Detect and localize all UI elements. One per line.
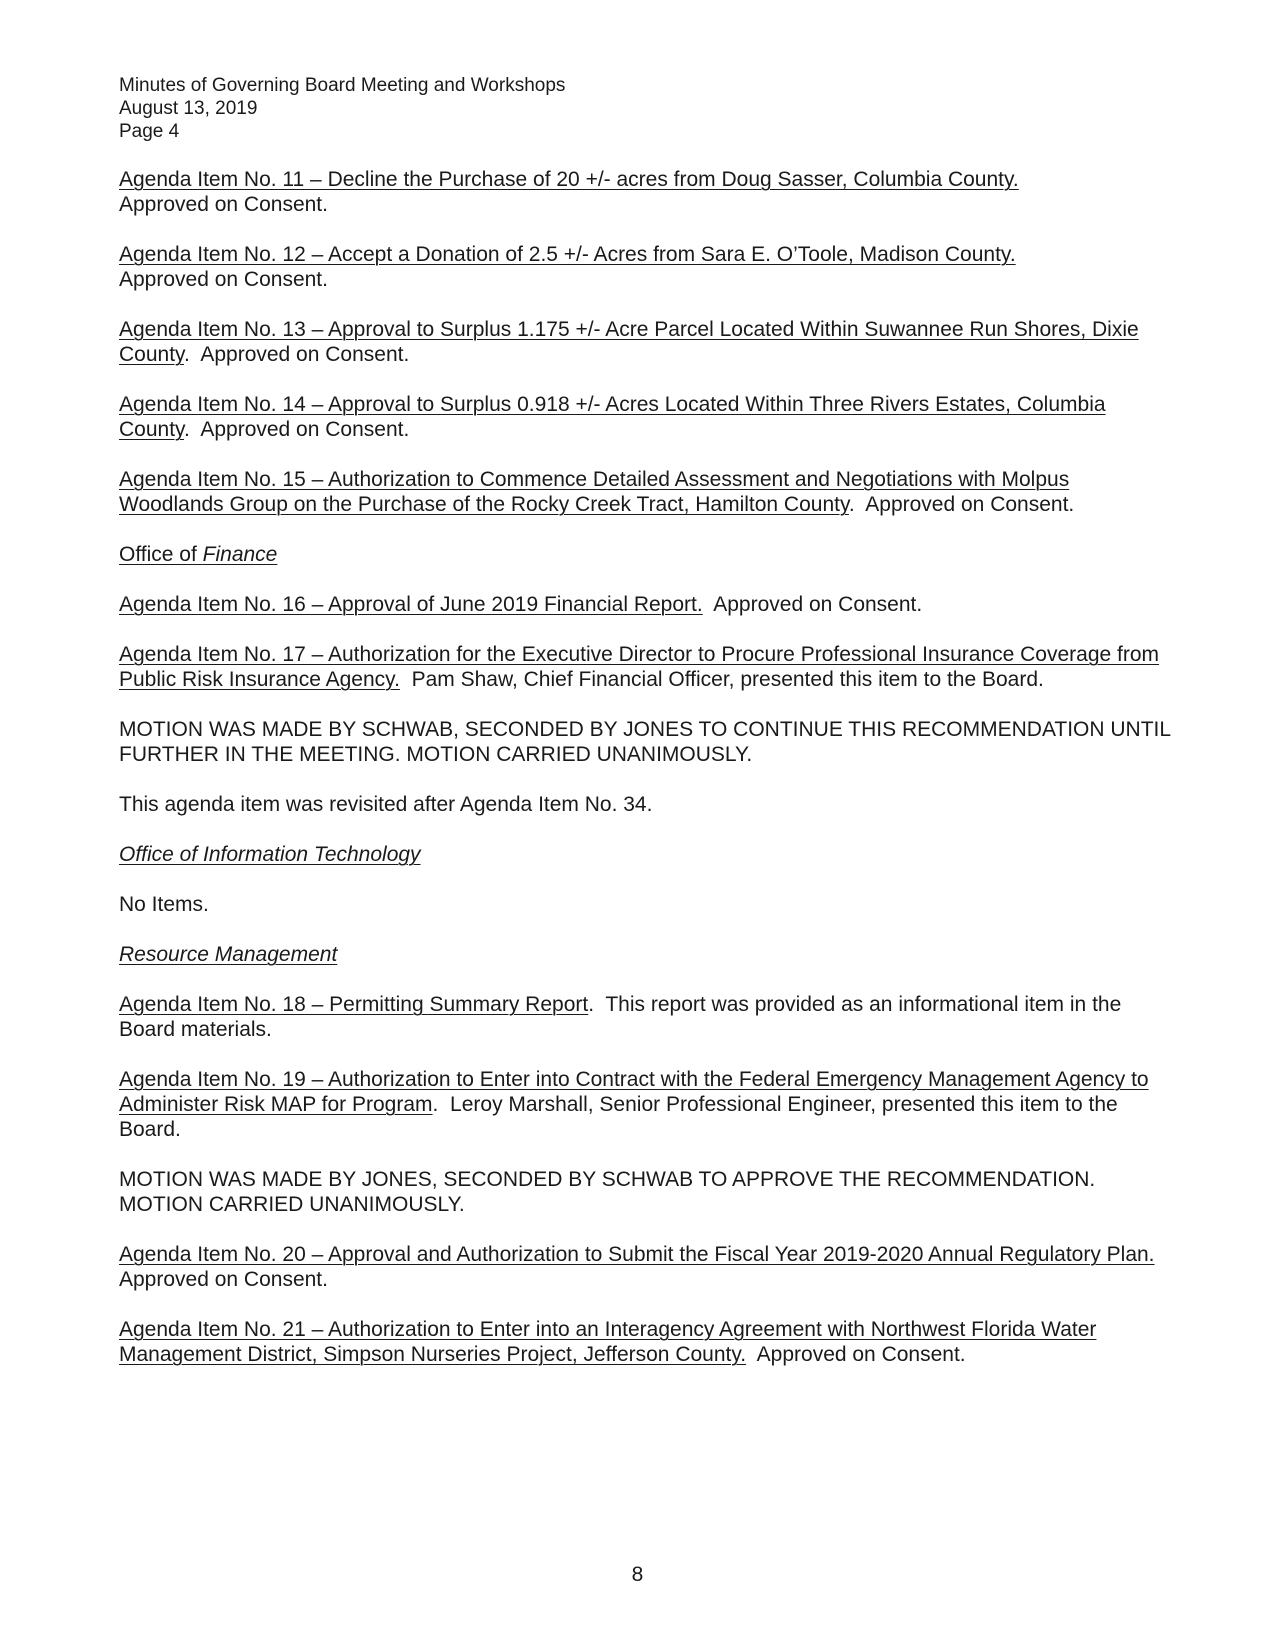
agenda-item-15-result: . Approved on Consent.: [848, 493, 1075, 516]
agenda-item-14-result: . Approved on Consent.: [183, 418, 410, 441]
agenda-item-13-result: . Approved on Consent.: [183, 343, 410, 366]
agenda-item-18: [119, 992, 1179, 1042]
agenda-item-20-result: Approved on Consent.: [119, 1243, 1166, 1291]
agenda-item-13: [119, 317, 1179, 367]
agenda-item-11: [119, 167, 1179, 217]
section-heading-it: [119, 842, 1179, 867]
agenda-item-12-title: Agenda Item No. 12 – Accept a Donation of 2.5 +/- Acres from Sara E. O’Toole, Madison County.: [119, 243, 1016, 266]
header-title: Minutes of Governing Board Meeting and Workshops: [119, 75, 566, 96]
agenda-item-17: [119, 642, 1179, 692]
document-header: [119, 74, 1179, 143]
agenda-item-19-title: Agenda Item No. 19 – Authorization to Enter into Contract with the Federal Emergency Management Agency to Administer Risk MAP for Program: [119, 1068, 1149, 1116]
agenda-item-11-title: Agenda Item No. 11 – Decline the Purchase of 20 +/- acres from Doug Sasser, Columbia County.: [119, 168, 1019, 191]
agenda-item-13-title: Agenda Item No. 13 – Approval to Surplus 1.175 +/- Acre Parcel Located Within Suwannee Run Shores, Dixie County: [119, 318, 1139, 366]
page-number: 8: [631, 1563, 644, 1586]
agenda-item-14: [119, 392, 1179, 442]
finance-heading-italic: Finance: [202, 543, 278, 566]
agenda-item-17-title: Agenda Item No. 17 – Authorization for the Executive Director to Procure Professional Insurance Coverage from Public Risk Insurance Agency.: [119, 643, 1160, 691]
section-heading-it-text: Office of Information Technology: [119, 843, 421, 866]
agenda-item-19-result: . Leroy Marshall, Senior Professional Engineer, presented this item to the Board.: [119, 1093, 1124, 1141]
revisit-note-item-17: This agenda item was revisited after Agenda Item No. 34.: [119, 793, 653, 816]
agenda-item-18-title: Agenda Item No. 18 – Permitting Summary Report: [119, 993, 589, 1016]
section-heading-finance-text: [119, 543, 277, 566]
agenda-item-15: [119, 467, 1179, 517]
agenda-item-21-result: Approved on Consent.: [746, 1343, 966, 1366]
agenda-item-12-result: Approved on Consent.: [119, 268, 328, 291]
section-heading-rm-text: Resource Management: [119, 943, 338, 966]
agenda-item-16-result: Approved on Consent.: [702, 593, 923, 616]
agenda-item-16-title: Agenda Item No. 16 – Approval of June 2019 Financial Report.: [119, 593, 703, 616]
agenda-item-12: [119, 242, 1179, 292]
agenda-item-20-title: Agenda Item No. 20 – Approval and Authorization to Submit the Fiscal Year 2019-2020 Annual Regulatory Plan.: [119, 1243, 1155, 1266]
header-date: August 13, 2019: [119, 98, 258, 119]
agenda-item-18-result: . This report was provided as an informational item in the Board materials.: [119, 993, 1128, 1041]
section-heading-resource-management: [119, 942, 1179, 967]
agenda-item-21: [119, 1317, 1179, 1367]
finance-heading-prefix: Office of: [119, 543, 203, 566]
agenda-item-21-title: Agenda Item No. 21 – Authorization to Enter into an Interagency Agreement with Northwest Florida Water Management District, Simpson Nurseries Project, Jefferson County.: [119, 1318, 1097, 1366]
agenda-item-11-result: Approved on Consent.: [119, 193, 328, 216]
agenda-item-17-result: Pam Shaw, Chief Financial Officer, presented this item to the Board.: [399, 668, 1044, 691]
motion-item-17: MOTION WAS MADE BY SCHWAB, SECONDED BY JONES TO CONTINUE THIS RECOMMENDATION UNTIL FURTHER IN THE MEETING. MOTION CARRIED UNANIMOUSLY.: [119, 718, 1171, 766]
agenda-item-15-title: Agenda Item No. 15 – Authorization to Commence Detailed Assessment and Negotiations with Molpus Woodlands Group on the Purchase of the Rocky Creek Tract, Hamilton County: [119, 468, 1070, 516]
it-no-items: No Items.: [119, 893, 209, 916]
document-page: [119, 74, 1179, 1392]
agenda-item-16: [119, 592, 1179, 617]
section-heading-finance: [119, 542, 1179, 567]
agenda-item-20: [119, 1242, 1179, 1292]
motion-item-19: MOTION WAS MADE BY JONES, SECONDED BY SCHWAB TO APPROVE THE RECOMMENDATION. MOTION CARRIED UNANIMOUSLY.: [119, 1168, 1096, 1216]
agenda-item-14-title: Agenda Item No. 14 – Approval to Surplus 0.918 +/- Acres Located Within Three Rivers Estates, Columbia County: [119, 393, 1106, 441]
agenda-item-19: [119, 1067, 1179, 1142]
header-page: Page 4: [119, 121, 180, 142]
